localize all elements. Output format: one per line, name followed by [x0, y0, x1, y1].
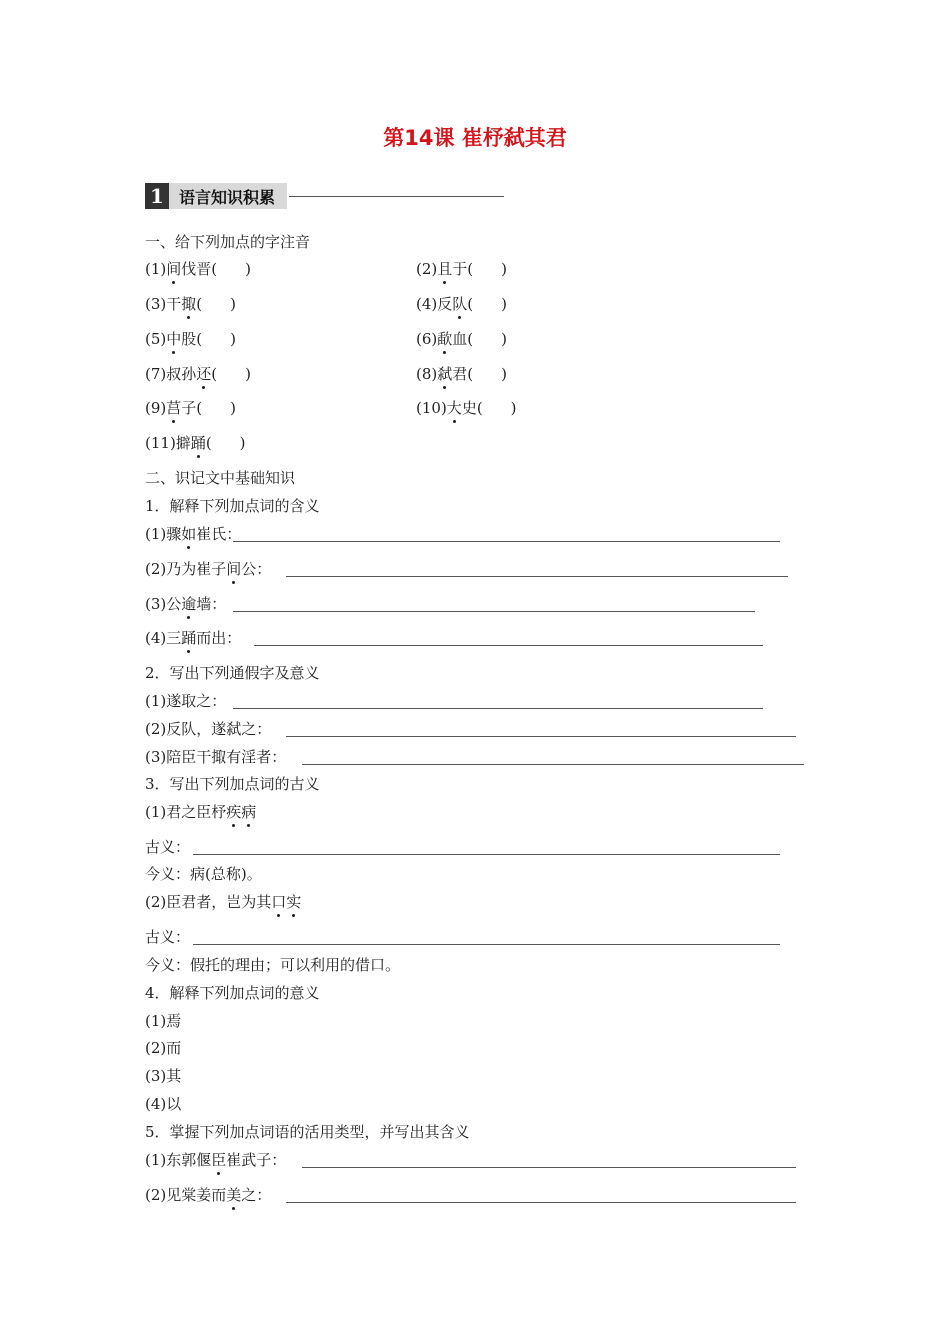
answer-blank[interactable] — [286, 1202, 796, 1203]
answer-blank[interactable] — [302, 1167, 796, 1168]
gu-yi-label: 古义： — [145, 928, 191, 946]
answer-blank[interactable] — [233, 611, 755, 612]
page-title: 第14课 崔杼弑其君 — [383, 126, 567, 150]
pinyin-item: (5)中股( ) — [145, 330, 236, 348]
pinyin-item: (4)反队( ) — [416, 295, 507, 313]
answer-blank[interactable] — [286, 736, 796, 737]
gu-yi-label: 古义： — [145, 838, 191, 856]
q4-item: (3)其 — [145, 1067, 182, 1085]
q2-heading: 2．写出下列通假字及意义 — [145, 664, 320, 682]
q2-item: (1)遂取之： — [145, 692, 227, 710]
answer-blank[interactable] — [233, 708, 763, 709]
pinyin-item: (10)大史( ) — [416, 399, 517, 417]
q2-item: (2)反队，遂弑之： — [145, 720, 272, 738]
section-label: 语言知识积累 — [169, 183, 287, 209]
section-rule — [289, 196, 504, 197]
pinyin-item: (2)且于( ) — [416, 260, 507, 278]
answer-blank[interactable] — [286, 576, 788, 577]
pinyin-item: (11)擗踊( ) — [145, 434, 246, 452]
q1-item: (1)骤如崔氏： — [145, 525, 242, 543]
jin-yi-text: 今义：病(总称)。 — [145, 865, 262, 883]
part2-heading: 二、识记文中基础知识 — [145, 469, 296, 487]
answer-blank[interactable] — [233, 541, 780, 542]
answer-blank[interactable] — [254, 645, 763, 646]
pinyin-item: (6)歃血( ) — [416, 330, 507, 348]
q3-heading: 3．写出下列加点词的古义 — [145, 775, 320, 793]
answer-blank[interactable] — [193, 854, 780, 855]
q3-item: (2)臣君者，岂为其口实 — [145, 893, 302, 911]
pinyin-item: (9)莒子( ) — [145, 399, 236, 417]
answer-blank[interactable] — [193, 944, 780, 945]
section-number: 1 — [145, 183, 169, 209]
q3-item: (1)君之臣杼疾病 — [145, 803, 257, 821]
q1-item: (2)乃为崔子间公： — [145, 560, 272, 578]
pinyin-item: (7)叔孙还( ) — [145, 365, 251, 383]
q1-heading: 1．解释下列加点词的含义 — [145, 497, 320, 515]
q5-item: (2)见棠姜而美之： — [145, 1186, 272, 1204]
q4-item: (4)以 — [145, 1095, 182, 1113]
q4-item: (2)而 — [145, 1039, 182, 1057]
pinyin-item: (3)干掫( ) — [145, 295, 236, 313]
answer-blank[interactable] — [302, 764, 804, 765]
q2-item: (3)陪臣干掫有淫者： — [145, 748, 287, 766]
q5-heading: 5．掌握下列加点词语的活用类型，并写出其含义 — [145, 1123, 470, 1141]
q4-heading: 4．解释下列加点词的意义 — [145, 984, 320, 1002]
pinyin-item: (1)间伐晋( ) — [145, 260, 251, 278]
q4-item: (1)焉 — [145, 1012, 182, 1030]
pinyin-item: (8)弑君( ) — [416, 365, 507, 383]
q1-item: (4)三踊而出： — [145, 629, 242, 647]
part1-heading: 一、给下列加点的字注音 — [145, 233, 311, 251]
q1-item: (3)公逾墙： — [145, 595, 227, 613]
section-header — [145, 182, 504, 210]
q5-item: (1)东郭偃臣崔武子： — [145, 1151, 287, 1169]
jin-yi-text: 今义：假托的理由；可以利用的借口。 — [145, 956, 401, 974]
